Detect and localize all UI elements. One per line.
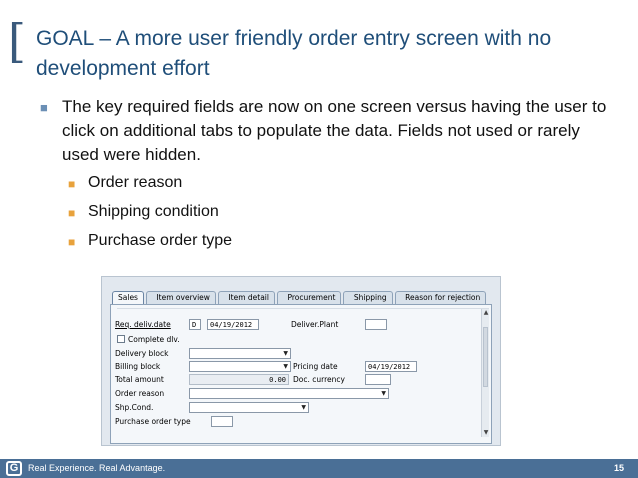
- req-deliv-date-label: Req. deliv.date: [115, 320, 171, 329]
- tab-label: Procurement: [287, 293, 336, 302]
- sap-order-screen: [101, 276, 501, 446]
- tab-label: Item detail: [228, 293, 269, 302]
- tab-label: Shipping: [353, 293, 387, 302]
- tab-sales[interactable]: [112, 291, 144, 304]
- scroll-down-icon[interactable]: ▼: [483, 429, 489, 436]
- sub-bullet-text: Purchase order type: [88, 232, 233, 249]
- doc-currency-label: Doc. currency: [293, 375, 345, 384]
- sub-bullet: [68, 171, 620, 196]
- slide-title: GOAL – A more user friendly order entry screen with no development effort: [36, 27, 552, 80]
- tab-reason-for-rejection[interactable]: [395, 291, 487, 304]
- square-bullet-icon: ■: [40, 100, 48, 115]
- billing-block-dropdown[interactable]: [189, 361, 291, 372]
- square-bullet-icon: ■: [68, 235, 76, 249]
- complete-dlv-label: Complete dlv.: [128, 335, 180, 344]
- scroll-up-icon[interactable]: ▲: [483, 309, 489, 316]
- sub-bullet-text: Shipping condition: [88, 203, 219, 220]
- scroll-thumb[interactable]: [483, 327, 488, 387]
- order-reason-dropdown[interactable]: [189, 388, 389, 399]
- doc-currency-field[interactable]: [365, 374, 391, 385]
- main-bullet-text: The key required fields are now on one screen versus having the user to click on additional tabs to populate the data. Fields not used or rarely used were hidden.: [62, 97, 607, 164]
- complete-dlv-checkbox[interactable]: [117, 335, 125, 343]
- total-amount-field: 0.00: [189, 374, 289, 385]
- shp-cond-dropdown[interactable]: [189, 402, 309, 413]
- page-number: 15: [613, 463, 624, 473]
- square-bullet-icon: ■: [68, 177, 76, 191]
- footer-bar: [0, 459, 638, 478]
- billing-block-label: Billing block: [115, 362, 161, 371]
- pricing-date-label: Pricing date: [293, 362, 338, 371]
- chevron-down-icon: ▼: [283, 350, 288, 357]
- vertical-scrollbar[interactable]: [481, 309, 489, 437]
- tab-item-overview[interactable]: [146, 291, 216, 304]
- chevron-down-icon: ▼: [283, 363, 288, 370]
- pricing-date-field[interactable]: 04/19/2012: [365, 361, 417, 372]
- shp-cond-label: Shp.Cond.: [115, 403, 154, 412]
- main-bullet: [40, 95, 620, 167]
- order-reason-label: Order reason: [115, 389, 165, 398]
- po-type-label: Purchase order type: [115, 417, 191, 426]
- chevron-down-icon: ▼: [301, 404, 306, 411]
- divider: [117, 308, 489, 309]
- chevron-down-icon: ▼: [381, 390, 386, 397]
- title-bracket: [: [8, 14, 26, 68]
- square-bullet-icon: ■: [68, 206, 76, 220]
- tab-shipping[interactable]: [343, 291, 392, 304]
- tab-label: Item overview: [156, 293, 210, 302]
- tab-strip: [112, 291, 488, 304]
- req-deliv-date-field[interactable]: 04/19/2012: [207, 319, 259, 330]
- req-deliv-date-type-field[interactable]: D: [189, 319, 201, 330]
- sub-bullet: [68, 200, 620, 225]
- delivery-block-dropdown[interactable]: [189, 348, 291, 359]
- total-amount-label: Total amount: [115, 375, 164, 384]
- deliver-plant-field[interactable]: [365, 319, 387, 330]
- sub-bullet-text: Order reason: [88, 174, 183, 191]
- deliver-plant-label: Deliver.Plant: [291, 320, 339, 329]
- sales-tab-pane: [110, 304, 492, 444]
- sub-bullet: [68, 229, 620, 254]
- tab-label: Sales: [118, 293, 138, 302]
- company-logo-icon: G: [6, 461, 22, 476]
- footer-tagline: Real Experience. Real Advantage.: [28, 463, 166, 473]
- po-type-field[interactable]: [211, 416, 233, 427]
- tab-procurement[interactable]: [277, 291, 341, 304]
- tab-label: Reason for rejection: [405, 293, 481, 302]
- bullet-list: [40, 95, 620, 254]
- tab-item-detail[interactable]: [218, 291, 275, 304]
- delivery-block-label: Delivery block: [115, 349, 169, 358]
